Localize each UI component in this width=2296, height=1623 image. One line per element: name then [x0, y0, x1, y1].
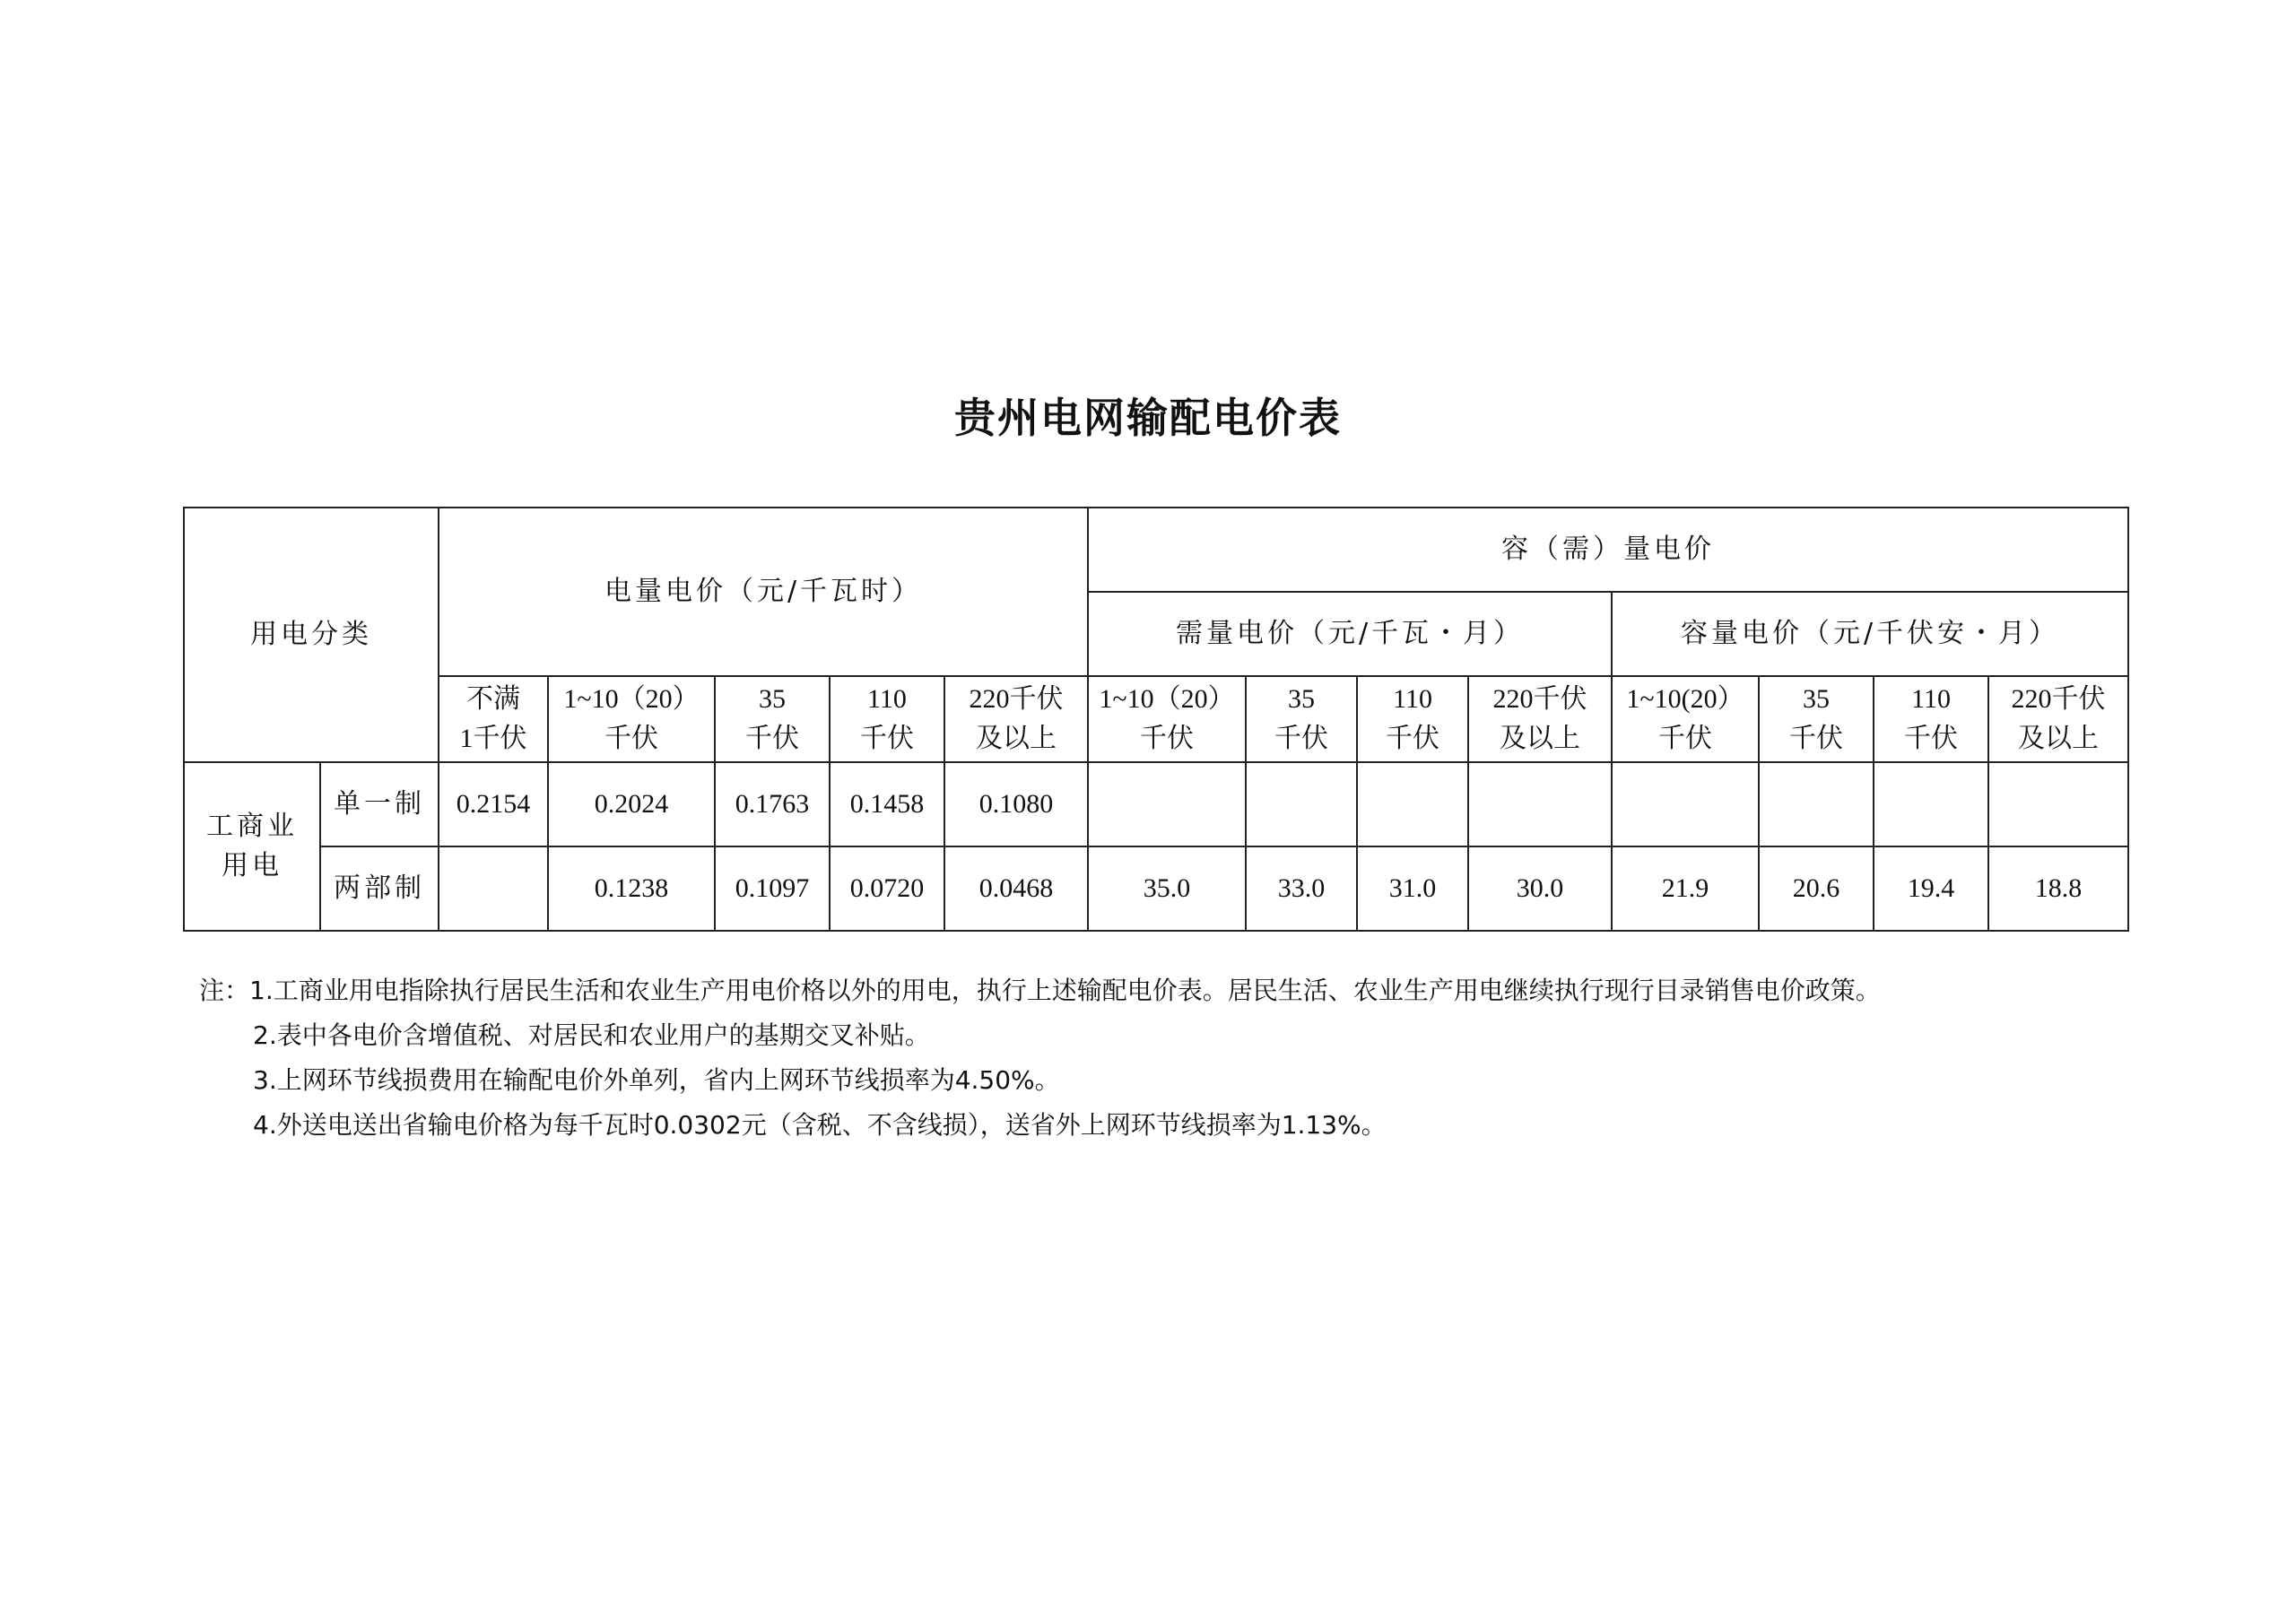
- demand-price-cell: 35.0: [1088, 846, 1246, 931]
- price-table: [183, 507, 2129, 932]
- energy-col-header: 不满 1千伏: [439, 676, 548, 762]
- capacity-demand-group-header: 容（需）量电价: [1088, 508, 2128, 592]
- capacity-price-cell: [1874, 762, 1988, 846]
- capacity-col-header: 1~10(20） 千伏: [1612, 676, 1759, 762]
- energy-price-cell: 0.1763: [715, 762, 830, 846]
- category-header: 用电分类: [184, 508, 439, 762]
- note-line: 注：1.工商业用电指除执行居民生活和农业生产用电价格以外的用电，执行上述输配电价表。居民生活、农业生产用电继续执行现行目录销售电价政策。: [199, 976, 1881, 1005]
- energy-price-header: 电量电价（元/千瓦时）: [439, 508, 1088, 676]
- notes: [199, 968, 1881, 1148]
- demand-col-header: 110 千伏: [1357, 676, 1468, 762]
- energy-price-cell: 0.1097: [715, 846, 830, 931]
- energy-price-cell: [439, 846, 548, 931]
- energy-price-cell: 0.0720: [830, 846, 944, 931]
- table-row: [184, 762, 2128, 846]
- note-line: 2.表中各电价含增值税、对居民和农业用户的基期交叉补贴。: [253, 1020, 930, 1050]
- capacity-col-header: 220千伏 及以上: [1988, 676, 2128, 762]
- row-label: 两部制: [320, 846, 439, 931]
- capacity-price-cell: [1612, 762, 1759, 846]
- table-row: [184, 846, 2128, 931]
- capacity-price-cell: [1988, 762, 2128, 846]
- demand-price-cell: [1246, 762, 1357, 846]
- energy-col-header: 1~10（20） 千伏: [548, 676, 715, 762]
- capacity-col-header: 110 千伏: [1874, 676, 1988, 762]
- capacity-price-cell: 21.9: [1612, 846, 1759, 931]
- demand-col-header: 35 千伏: [1246, 676, 1357, 762]
- energy-col-header: 35 千伏: [715, 676, 830, 762]
- note-line: 4.外送电送出省输电价格为每千瓦时0.0302元（含税、不含线损），送省外上网环节线损率为1.13%。: [253, 1110, 1387, 1140]
- energy-price-cell: 0.2154: [439, 762, 548, 846]
- group-label: 工商业 用电: [184, 762, 320, 931]
- capacity-price-cell: [1759, 762, 1874, 846]
- demand-col-header: 1~10（20） 千伏: [1088, 676, 1246, 762]
- demand-price-cell: [1468, 762, 1612, 846]
- energy-price-cell: 0.1080: [944, 762, 1088, 846]
- energy-col-header: 220千伏 及以上: [944, 676, 1088, 762]
- capacity-price-cell: 18.8: [1988, 846, 2128, 931]
- energy-col-header: 110 千伏: [830, 676, 944, 762]
- energy-price-cell: 0.1238: [548, 846, 715, 931]
- demand-price-cell: 33.0: [1246, 846, 1357, 931]
- demand-price-header: 需量电价（元/千瓦・月）: [1088, 592, 1612, 676]
- capacity-price-cell: 20.6: [1759, 846, 1874, 931]
- row-label: 单一制: [320, 762, 439, 846]
- energy-price-cell: 0.0468: [944, 846, 1088, 931]
- page-title: 贵州电网输配电价表: [954, 394, 1342, 442]
- capacity-price-header: 容量电价（元/千伏安・月）: [1612, 592, 2128, 676]
- capacity-price-cell: 19.4: [1874, 846, 1988, 931]
- demand-price-cell: [1088, 762, 1246, 846]
- demand-price-cell: 30.0: [1468, 846, 1612, 931]
- demand-price-cell: 31.0: [1357, 846, 1468, 931]
- demand-price-cell: [1357, 762, 1468, 846]
- note-line: 3.上网环节线损费用在输配电价外单列，省内上网环节线损率为4.50%。: [253, 1065, 1060, 1095]
- capacity-col-header: 35 千伏: [1759, 676, 1874, 762]
- energy-price-cell: 0.2024: [548, 762, 715, 846]
- demand-col-header: 220千伏 及以上: [1468, 676, 1612, 762]
- energy-price-cell: 0.1458: [830, 762, 944, 846]
